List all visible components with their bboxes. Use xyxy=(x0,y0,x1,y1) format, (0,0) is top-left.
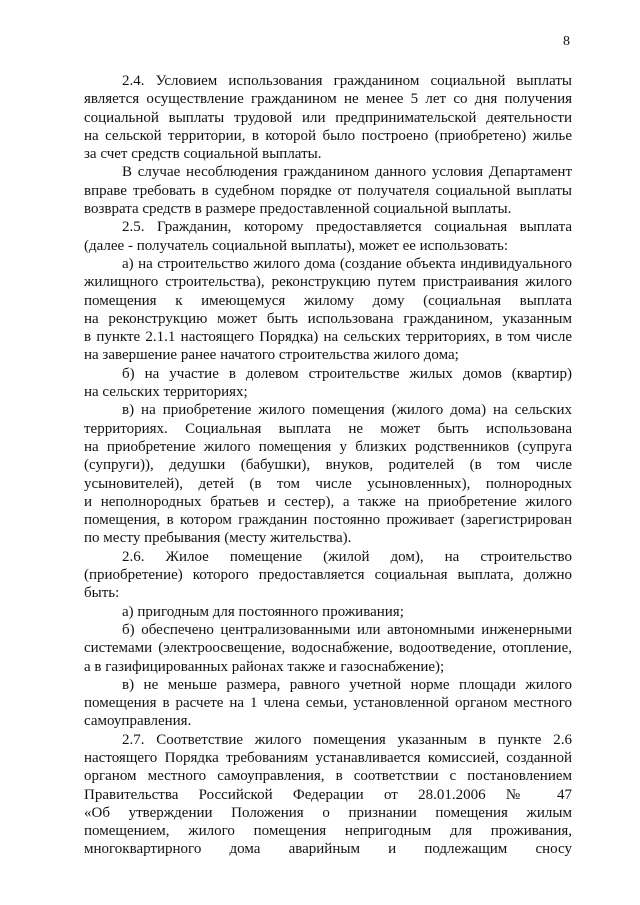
page-number: 8 xyxy=(563,34,570,49)
text-line: и неполнородных братьев и сестер), а также на приобретение жилого xyxy=(84,493,572,510)
paragraph xyxy=(84,621,572,676)
text-line: в пункте 2.1.1 настоящего Порядка) на сельских территориях, в том числе xyxy=(84,329,572,346)
paragraph xyxy=(84,255,572,365)
text-line: быть: xyxy=(84,585,120,602)
text-line: на завершение ранее начатого строительства жилого дома; xyxy=(84,347,459,364)
text-line: системами (электроосвещение, водоснабжение, водоотведение, отопление, xyxy=(84,640,572,657)
text-line: усыновителей), детей (в том числе усыновленных), полнородных xyxy=(84,475,572,492)
text-line: является осуществление гражданином не менее 5 лет со дня получения xyxy=(84,91,572,108)
text-line: (супруги)), дедушки (бабушки), внуков, родителей (в том числе xyxy=(84,457,572,474)
text-line: 2.5. Гражданин, которому предоставляется социальная выплата xyxy=(122,219,572,236)
text-line: б) обеспечено централизованными или автономными инженерными xyxy=(122,621,572,638)
paragraph xyxy=(84,401,572,547)
paragraph xyxy=(84,218,572,255)
text-line: В случае несоблюдения гражданином данного условия Департамент xyxy=(122,164,572,181)
text-line: (далее - получатель социальной выплаты), может ее использовать: xyxy=(84,237,509,254)
text-line: а) пригодным для постоянного проживания; xyxy=(122,603,404,620)
text-line: а в газифицированных районах также и газоснабжение); xyxy=(84,658,445,675)
text-line: органом местного самоуправления, в соответствии с постановлением xyxy=(84,768,572,785)
text-line: (приобретение) которого предоставляется социальная выплата, должно xyxy=(84,567,572,584)
text-line: в) на приобретение жилого помещения (жилого дома) на сельских xyxy=(122,402,572,419)
text-line: помещения, в котором гражданин постоянно проживает (зарегистрирован xyxy=(84,512,572,529)
text-line: самоуправления. xyxy=(84,713,192,730)
text-line: на реконструкцию может быть использована гражданином, указанным xyxy=(84,310,572,327)
text-line: помещением, жилого помещения непригодным для проживания, xyxy=(84,823,572,840)
text-line: многоквартирного дома аварийным и подлежащим сносу xyxy=(84,841,572,858)
paragraph xyxy=(84,676,572,731)
text-line: 2.7. Соответствие жилого помещения указанным в пункте 2.6 xyxy=(122,731,572,748)
paragraph xyxy=(84,731,572,859)
text-line: помещения в расчете на 1 члена семьи, установленной органом местного xyxy=(84,695,572,712)
text-line: на приобретение жилого помещения у близких родственников (супруга xyxy=(84,438,572,455)
paragraph xyxy=(84,163,572,218)
text-line: в) не меньше размера, равного учетной норме площади жилого xyxy=(122,676,572,693)
text-line: помещения к имеющемуся жилому дому (социальная выплата xyxy=(84,292,572,309)
paragraph xyxy=(84,72,572,163)
text-line: 2.6. Жилое помещение (жилой дом), на строительство xyxy=(122,548,572,565)
text-line: на сельских территориях; xyxy=(84,384,248,401)
text-line: социальной выплаты трудовой или предпринимательской деятельности xyxy=(84,109,572,126)
text-line: а) на строительство жилого дома (создание объекта индивидуального xyxy=(122,255,572,272)
text-line: Правительства Российской Федерации от 28.01.2006 № 47 xyxy=(84,786,572,803)
text-line: б) на участие в долевом строительстве жилых домов (квартир) xyxy=(122,365,572,382)
text-line: 2.4. Условием использования гражданином социальной выплаты xyxy=(122,73,572,89)
paragraph xyxy=(84,365,572,402)
paragraph xyxy=(84,603,572,621)
text-line: территориях. Социальная выплата не может быть использована xyxy=(84,420,572,437)
text-line: на сельской территории, в которой было построено (приобретено) жилье xyxy=(84,127,572,144)
text-line: возврата средств в размере предоставленной социальной выплаты. xyxy=(84,201,512,218)
text-line: за счет средств социальной выплаты. xyxy=(84,146,322,163)
text-line: по месту пребывания (месту жительства). xyxy=(84,530,352,547)
paragraph xyxy=(84,548,572,603)
text-line: жилищного строительства), реконструкцию путем пристраивания жилого xyxy=(84,274,572,291)
text-line: «Об утверждении Положения о признании помещения жилым xyxy=(84,804,572,821)
document-body xyxy=(84,72,572,859)
text-line: вправе требовать в судебном порядке от получателя социальной выплаты xyxy=(84,182,572,199)
text-line: настоящего Порядка требованиям устанавливается комиссией, созданной xyxy=(84,749,572,766)
